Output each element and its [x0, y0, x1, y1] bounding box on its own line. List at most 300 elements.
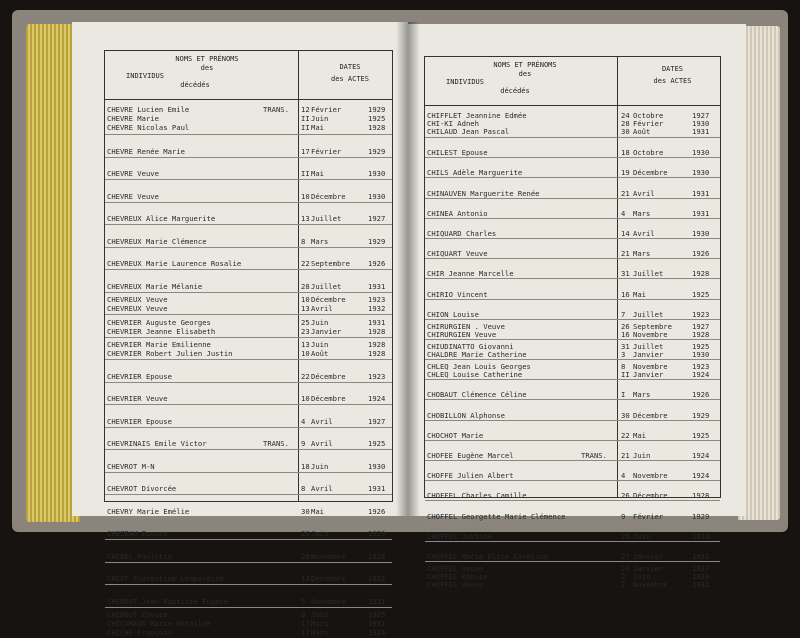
- table-row: [425, 460, 720, 480]
- entry-day: II: [301, 123, 310, 132]
- entry-year: 1928: [692, 491, 710, 501]
- entry-year: 1929: [368, 146, 386, 156]
- entry-line: [105, 340, 392, 349]
- entry-day: 19: [621, 168, 630, 178]
- entry-line: [425, 451, 720, 460]
- table-row: [105, 103, 392, 134]
- entry-month: Juin: [311, 529, 329, 538]
- entry-month: Juin: [311, 317, 329, 327]
- entry-month: Juillet: [311, 281, 342, 291]
- entry-name: CHEVRE Veuve: [107, 169, 159, 178]
- entry-year: 1923: [692, 531, 710, 541]
- entry-year: 1931: [692, 551, 710, 561]
- entry-name: CHI-KI Adneh: [427, 119, 479, 128]
- table-row: [105, 607, 392, 638]
- entry-month: Janvier: [311, 326, 342, 336]
- table-row: [425, 198, 720, 218]
- entry-year: 1930: [692, 148, 710, 158]
- entry-year: 1931: [368, 317, 386, 327]
- entry-year: 1926: [368, 506, 386, 516]
- entry-name: CHEVRIER Auguste Georges: [107, 317, 211, 327]
- table-row: [105, 179, 392, 202]
- entry-name: CHICAMAUX Marie Mathilde: [107, 618, 211, 628]
- entry-name: CHEVRIER Epouse: [107, 416, 172, 426]
- entry-line: [425, 370, 720, 379]
- entry-name: CHALDRE Marie Catherine: [427, 350, 527, 360]
- entry-year: 1925: [368, 114, 386, 123]
- entry-line: [425, 532, 720, 541]
- entry-day: 18: [301, 461, 310, 471]
- entry-line: [425, 552, 720, 561]
- entry-year: 1923: [368, 295, 386, 304]
- entry-month: Mai: [311, 169, 324, 178]
- entry-month: Février: [311, 105, 342, 114]
- entry-day: 25: [301, 317, 310, 327]
- table-row: [425, 319, 720, 339]
- entry-month: Décembre: [311, 191, 346, 201]
- table-row: [105, 562, 392, 585]
- entry-line: [105, 394, 392, 403]
- entry-line: [105, 282, 392, 291]
- entry-line: [425, 127, 720, 136]
- entry-line: [105, 552, 392, 561]
- entry-name: CHEVRE Nicolas Paul: [107, 123, 190, 132]
- table-row: [425, 359, 720, 379]
- table-row: [425, 218, 720, 238]
- entry-name: CHEVRIER Robert Julien Justin: [107, 349, 233, 358]
- entry-year: 1929: [368, 236, 386, 246]
- table-row: [425, 109, 720, 137]
- entry-year: 1930: [368, 169, 386, 178]
- entry-day: 13: [301, 214, 310, 223]
- entry-day: II: [301, 114, 310, 123]
- entry-name: CHEVRY Marie Emélie: [107, 506, 190, 516]
- entry-month: Décembre: [311, 371, 346, 381]
- entry-name: CHOFFEL Veuve: [427, 563, 484, 573]
- table-row: [105, 269, 392, 292]
- entry-month: Juin: [633, 531, 651, 541]
- entry-name: CHEVRIER Epouse: [107, 371, 172, 381]
- entry-line: [425, 269, 720, 278]
- entry-day: 28: [621, 119, 630, 128]
- entry-line: [425, 330, 720, 339]
- entry-year: 1927: [692, 111, 710, 120]
- entry-line: [105, 529, 392, 538]
- entry-year: 1931: [692, 188, 710, 198]
- entry-month: Mars: [633, 390, 651, 400]
- entry-name: CHIRURGIEN Veuve: [427, 329, 497, 339]
- entry-day: 28: [301, 551, 310, 561]
- entry-name: CHILS Adèle Marguerite: [427, 168, 523, 178]
- table-row: [425, 480, 720, 500]
- entry-line: [105, 417, 392, 426]
- entry-line: [105, 114, 392, 123]
- entry-line: [425, 249, 720, 258]
- entry-year: 1925: [692, 342, 710, 352]
- entry-month: Février: [311, 146, 342, 156]
- entry-month: Octobre: [633, 111, 664, 120]
- entry-month: Décembre: [633, 168, 668, 178]
- entry-name: CHIQUARD Charles: [427, 228, 497, 238]
- table-row: [425, 137, 720, 157]
- entry-line: [105, 214, 392, 223]
- entry-line: [105, 318, 392, 327]
- entry-line: [105, 147, 392, 156]
- table-row: [105, 292, 392, 315]
- table-row: [105, 314, 392, 337]
- entry-name: CHIRURGIEN . Veuve: [427, 321, 505, 331]
- entry-line: [425, 580, 720, 589]
- header-dates: DATES: [339, 63, 361, 71]
- entry-day: 4: [621, 208, 626, 218]
- entry-line: [425, 290, 720, 299]
- entry-year: 1931: [368, 484, 386, 493]
- entry-line: [425, 168, 720, 177]
- table-row: [425, 561, 720, 589]
- entry-month: Juillet: [633, 309, 664, 319]
- entry-year: 1927: [368, 214, 386, 223]
- entry-name: CHOBILLON Alphonse: [427, 410, 505, 420]
- entry-month: Janvier: [633, 551, 664, 561]
- entry-name: CHEVREUX Alice Marguerite: [107, 214, 216, 223]
- entry-year: 1926: [368, 551, 386, 561]
- entry-day: 4: [301, 416, 306, 426]
- entry-line: [105, 169, 392, 178]
- entry-month: Mars: [633, 208, 651, 218]
- entry-year: 1929: [692, 511, 710, 521]
- entry-day: 26: [621, 321, 630, 331]
- entry-line: [425, 209, 720, 218]
- entry-month: Avril: [633, 188, 655, 198]
- entry-name: CHEVREUX Marie Mélanie: [107, 281, 203, 291]
- table-row: [425, 177, 720, 197]
- table-row: [105, 224, 392, 247]
- entry-name: CHIR Jeanne Marcelle: [427, 269, 514, 279]
- entry-line: [105, 597, 392, 606]
- entry-day: 8: [621, 362, 626, 372]
- entry-name: CHOFFEL Epouse: [427, 571, 488, 581]
- entry-name: CHLEQ Jean Louis Georges: [427, 362, 531, 372]
- entry-month: Novembre: [311, 596, 346, 606]
- entry-month: Janvier: [633, 370, 664, 380]
- entry-month: Novembre: [633, 579, 668, 589]
- entry-line: [425, 390, 720, 399]
- entry-line: [105, 462, 392, 471]
- entry-name: CHEVREUX Veuve: [107, 295, 168, 304]
- table-row: [425, 339, 720, 359]
- entry-day: I: [621, 390, 626, 400]
- entry-year: 1924: [692, 451, 710, 460]
- entry-year: 1928: [368, 349, 386, 358]
- right-entries: [425, 109, 720, 589]
- entry-day: 10: [301, 394, 310, 403]
- book-gutter: [396, 22, 420, 516]
- table-row: [105, 584, 392, 607]
- entry-name: CHOCHOT Marie: [427, 430, 484, 440]
- table-row: [105, 517, 392, 540]
- entry-day: 7: [621, 309, 626, 319]
- entry-month: Juin: [311, 461, 329, 471]
- entry-name: CHIBEL Paulette: [107, 551, 172, 561]
- entry-day: 2: [621, 579, 626, 589]
- header-noms: NOMS ET PRÉNOMS: [493, 61, 557, 69]
- table-row: [105, 472, 392, 495]
- entry-month: Mars: [311, 236, 329, 246]
- entry-name: CHINEA Antonio: [427, 208, 488, 218]
- entry-year: 1930: [692, 350, 710, 360]
- entry-name: CHIBOUT Jean Baptiste Eugène: [107, 596, 229, 606]
- entry-month: Juillet: [633, 342, 664, 352]
- entry-month: Décembre: [633, 491, 668, 501]
- entry-year: 1923: [368, 371, 386, 381]
- entry-line: [425, 350, 720, 359]
- entry-year: 1924: [692, 471, 710, 481]
- entry-line: [105, 327, 392, 336]
- header-des: des: [200, 64, 214, 72]
- entry-day: 26: [621, 491, 630, 501]
- table-row: [425, 379, 720, 399]
- entry-year: 1931: [368, 618, 386, 628]
- entry-line: [425, 189, 720, 198]
- entry-day: 31: [621, 269, 630, 279]
- entry-line: [105, 123, 392, 132]
- entry-day: 24: [621, 111, 630, 120]
- table-row: [425, 420, 720, 440]
- entry-month: Avril: [633, 228, 655, 238]
- table-row: [425, 521, 720, 541]
- entry-name: CHICHE François: [107, 627, 172, 637]
- entry-line: [425, 491, 720, 500]
- entry-day: 23: [301, 326, 310, 336]
- entry-day: 21: [621, 249, 630, 259]
- header-individus: INDIVIDUS: [446, 78, 484, 86]
- entry-month: Mai: [633, 430, 646, 440]
- entry-line: [105, 372, 392, 381]
- entry-year: 1927: [368, 416, 386, 426]
- entry-month: Avril: [311, 304, 333, 313]
- entry-year: 1932: [368, 574, 386, 583]
- header-des: des: [518, 70, 532, 78]
- entry-line: [425, 431, 720, 440]
- table-row: [105, 337, 392, 360]
- entry-month: Janvier: [633, 563, 664, 573]
- left-entries: [105, 103, 392, 638]
- entry-day: 3: [621, 350, 626, 360]
- entry-month: Juin: [633, 451, 651, 460]
- entry-name: CHEVRIER Marie Emilienne: [107, 340, 211, 349]
- entry-day: 27: [621, 551, 630, 561]
- entry-month: Juin: [633, 571, 651, 581]
- entry-year: 1928: [368, 340, 386, 349]
- table-row: [425, 500, 720, 520]
- entry-year: 1924: [692, 370, 710, 380]
- header-individus: INDIVIDUS: [126, 72, 164, 80]
- entry-day: 17: [301, 146, 310, 156]
- entry-year: 1923: [692, 362, 710, 372]
- entry-month: Février: [633, 511, 664, 521]
- entry-year: 1927: [692, 563, 710, 573]
- entry-day: 8: [301, 236, 306, 246]
- entry-year: 1926: [692, 249, 710, 259]
- header-des-actes: des ACTES: [331, 75, 369, 83]
- entry-day: 17: [301, 627, 310, 637]
- entry-name: CHEVRIER Jeanne Elisabeth: [107, 326, 216, 336]
- entry-day: 4: [621, 471, 626, 481]
- entry-line: [105, 484, 392, 493]
- entry-month: Mai: [311, 123, 324, 132]
- entry-day: 30: [621, 127, 630, 136]
- entry-day: 17: [301, 618, 310, 628]
- entry-month: Novembre: [633, 362, 668, 372]
- entry-day: 26: [301, 529, 310, 538]
- entry-line: [105, 304, 392, 313]
- entry-day: 30: [301, 506, 310, 516]
- entry-day: 31: [621, 342, 630, 352]
- entry-name: CHOFFEL Marie Elise Caroline: [427, 551, 549, 561]
- entry-month: Août: [311, 349, 329, 358]
- entry-name: CHOBAUT Clémence Céline: [427, 390, 527, 400]
- entry-year: 1928: [692, 329, 710, 339]
- entry-month: Mars: [311, 627, 329, 637]
- table-row: [425, 157, 720, 177]
- entry-line: [105, 507, 392, 516]
- entry-line: [425, 471, 720, 480]
- table-row: [105, 247, 392, 270]
- entry-line: [105, 349, 392, 358]
- entry-day: 13: [301, 340, 310, 349]
- entry-day: 21: [621, 451, 630, 460]
- entry-month: Juillet: [633, 269, 664, 279]
- entry-month: Juin: [311, 609, 329, 619]
- table-row: [425, 440, 720, 460]
- entry-name: CHIVT Florestine Léopoldine: [107, 574, 224, 583]
- entry-month: Octobre: [633, 148, 664, 158]
- entry-year: 1932: [692, 579, 710, 589]
- entry-day: 9: [621, 511, 626, 521]
- table-row: [425, 238, 720, 258]
- entry-line: [105, 259, 392, 268]
- entry-line: [105, 574, 392, 583]
- entry-month: Juin: [311, 340, 329, 349]
- entry-name: CHOFFEL Veuve: [427, 579, 484, 589]
- entry-name: CHEVROT M-N: [107, 461, 155, 471]
- entry-day: 13: [301, 304, 310, 313]
- entry-year: 1928: [692, 269, 710, 279]
- entry-name: CHIUDINATTO Giovanni: [427, 342, 514, 352]
- entry-year: 1923: [692, 309, 710, 319]
- header-divider: [105, 99, 392, 100]
- table-row: [105, 382, 392, 405]
- header-des-actes: des ACTES: [653, 77, 692, 85]
- table-row: [425, 541, 720, 561]
- entry-year: 1925: [692, 289, 710, 299]
- entry-year: 1926: [368, 259, 386, 268]
- entry-line: [105, 628, 392, 637]
- entry-year: 1926: [692, 390, 710, 400]
- entry-line: [425, 512, 720, 521]
- entry-month: Septembre: [633, 321, 672, 331]
- entry-day: II: [301, 169, 310, 178]
- header-decedes: décédés: [180, 81, 210, 89]
- entry-year: 1930: [368, 461, 386, 471]
- table-row: [105, 359, 392, 382]
- entry-day: 5: [301, 596, 306, 606]
- entry-month: Juillet: [311, 214, 342, 223]
- entry-month: Décembre: [311, 295, 346, 304]
- entry-transcription-tag: TRANS.: [263, 439, 289, 448]
- entry-line: [105, 237, 392, 246]
- table-row: [105, 449, 392, 472]
- table-row: [105, 202, 392, 225]
- entry-year: 1925: [368, 439, 386, 448]
- entry-day: 12: [301, 105, 310, 114]
- left-register-table: [104, 50, 393, 637]
- entry-name: CHINAUVEN Marguerite Renée: [427, 188, 540, 198]
- header-decedes: décédés: [500, 87, 530, 95]
- right-register-table: [424, 56, 721, 589]
- header-divider: [425, 105, 720, 106]
- entry-day: 24: [621, 563, 630, 573]
- entry-name: CHEZEAU Epouse: [107, 529, 168, 538]
- entry-month: Novembre: [311, 551, 346, 561]
- entry-day: 10: [301, 295, 310, 304]
- entry-name: CHEVRIER Veuve: [107, 394, 168, 403]
- entry-line: [105, 295, 392, 304]
- entry-day: 30: [621, 410, 630, 420]
- entry-name: CHEVRE Renée Marie: [107, 146, 185, 156]
- entry-name: CHIFFLET Jeannine Edmée: [427, 111, 527, 120]
- entry-day: 8: [301, 484, 306, 493]
- header-dates: DATES: [661, 65, 684, 73]
- entry-name: CHEVRE Marie: [107, 114, 159, 123]
- entry-name: CHIQUART Veuve: [427, 249, 488, 259]
- entry-name: CHEVREUX Marie Laurence Rosalie: [107, 259, 242, 268]
- entry-year: 1924: [368, 394, 386, 403]
- entry-day: 13: [301, 574, 310, 583]
- entry-year: 1930: [368, 191, 386, 201]
- entry-day: 2: [621, 571, 626, 581]
- table-row: [105, 157, 392, 180]
- entry-month: Janvier: [633, 350, 664, 360]
- entry-month: Juin: [311, 114, 329, 123]
- entry-name: CHEVREUX Veuve: [107, 304, 168, 313]
- entry-month: Avril: [311, 416, 333, 426]
- entry-month: Novembre: [633, 471, 668, 481]
- entry-day: 22: [301, 371, 310, 381]
- entry-year: 1930: [692, 228, 710, 238]
- entry-name: CHOFFEL Charles Camille: [427, 491, 527, 501]
- entry-month: Novembre: [633, 329, 668, 339]
- entry-year: 1931: [368, 596, 386, 606]
- entry-month: Mai: [311, 506, 324, 516]
- entry-day: 9: [301, 439, 306, 448]
- table-row: [105, 494, 392, 517]
- entry-line: [105, 610, 392, 619]
- entry-month: Mars: [633, 249, 651, 259]
- entry-year: 1932: [368, 304, 386, 313]
- entry-day: 25: [621, 531, 630, 541]
- entry-line: [425, 411, 720, 420]
- entry-name: CHILAUD Jean Pascal: [427, 127, 510, 136]
- entry-name: CHEVREUX Marie Clémence: [107, 236, 207, 246]
- entry-name: CHOFFEL Georgette Marie Clémence: [427, 511, 566, 521]
- table-row: [105, 404, 392, 427]
- entry-line: [105, 619, 392, 628]
- entry-day: 16: [621, 289, 630, 299]
- entry-month: Septembre: [311, 259, 350, 268]
- entry-month: Mai: [633, 289, 646, 299]
- table-row: [425, 278, 720, 298]
